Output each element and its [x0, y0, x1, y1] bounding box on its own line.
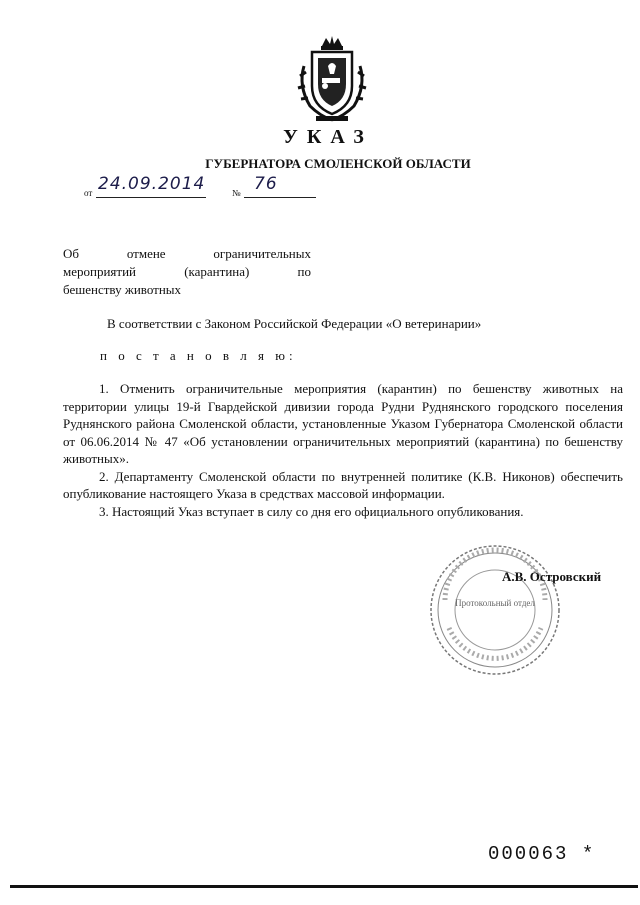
decree-subject	[63, 245, 311, 299]
decree-word: п о с т а н о в л я ю:	[100, 348, 297, 363]
subject-line: бешенству животных	[63, 282, 182, 297]
subject-line: Об отмене ограничительных	[63, 246, 311, 261]
signer-name: А.В. Островский	[502, 569, 602, 584]
decree-item-3: 3. Настоящий Указ вступает в силу со дня его официального опубликования.	[99, 503, 524, 519]
decree-items	[63, 380, 623, 520]
decree-item-1: 1. Отменить ограничительные мероприятия (карантин) по бешенству животных на территории улицы 19-й Гвардейской дивизии города Рудни Руднянского городского поселения Руднянского района Смоленской области, установленные Указом Губернатора Смоленской области от 06.06.2014 № 47 «Об установлении ограничительных мероприятий (карантина) по бешенству животных».	[63, 381, 623, 466]
date-value: 24.09.2014	[98, 174, 206, 194]
issuer-subtitle: ГУБЕРНАТОРА СМОЛЕНСКОЙ ОБЛАСТИ	[205, 156, 471, 171]
stamp-center-text: Протокольный отдел	[455, 598, 535, 608]
subject-line: мероприятий (карантина) по	[63, 264, 311, 279]
round-seal-stamp	[425, 540, 565, 680]
date-number-line	[84, 176, 324, 200]
date-label: от	[84, 188, 93, 198]
bottom-rule	[10, 885, 638, 888]
number-label: №	[232, 188, 241, 198]
date-underline	[96, 197, 206, 198]
document-title: УКАЗ	[283, 126, 373, 148]
coat-of-arms-emblem	[292, 36, 372, 126]
legal-basis: В соответствии с Законом Российской Федерации «О ветеринарии»	[107, 316, 482, 331]
decree-item-2: 2. Департаменту Смоленской области по внутренней политике (К.В. Никонов) обеспечить опубликование настоящего Указа в средствах массовой информации.	[63, 468, 623, 501]
number-underline	[244, 197, 316, 198]
registration-number: 000063 *	[488, 843, 596, 865]
number-value: 76	[254, 174, 278, 194]
